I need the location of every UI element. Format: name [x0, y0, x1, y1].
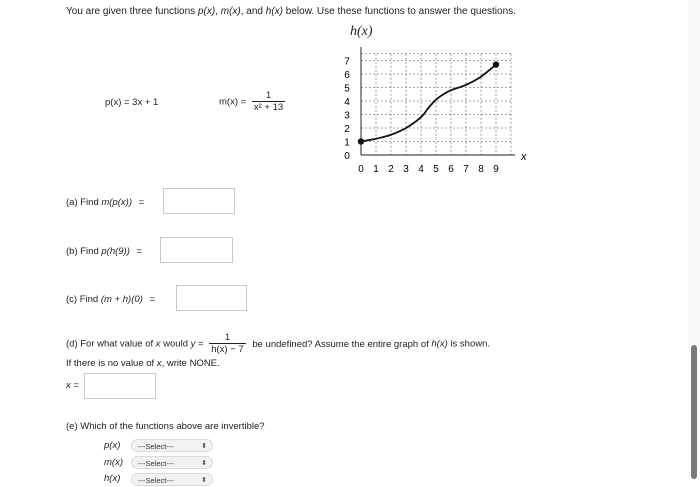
- m-denominator: x² + 13: [253, 102, 284, 113]
- select-p-invertible[interactable]: ---Select--- ⬍: [131, 439, 213, 452]
- chevron-updown-icon: ⬍: [201, 460, 207, 467]
- m-definition: m(x) = $\frac{1}{\text{x² + 13}}$: [219, 90, 284, 113]
- y-tick-label: 2: [344, 124, 350, 135]
- select-m-invertible[interactable]: ---Select--- ⬍: [131, 456, 213, 469]
- p-definition: p(x) = 3x + 1: [105, 97, 159, 108]
- d-numerator: 1: [209, 332, 245, 344]
- scrollbar-thumb[interactable]: [691, 345, 697, 479]
- answer-b-input[interactable]: [160, 237, 233, 263]
- x-tick-label: 2: [388, 164, 394, 175]
- graph-grid: [361, 54, 511, 155]
- x-tick-label: 9: [493, 164, 499, 175]
- question-d-note: If there is no value of x, write NONE.: [66, 358, 220, 369]
- m-numerator: 1: [252, 90, 285, 102]
- endpoint-dot: [358, 138, 364, 144]
- chevron-updown-icon: ⬍: [201, 477, 207, 484]
- x-tick-label: 6: [448, 164, 454, 175]
- x-axis-label: x: [521, 151, 527, 163]
- chevron-updown-icon: ⬍: [201, 443, 207, 450]
- e-label-p: p(x): [104, 440, 121, 451]
- h-graph: [335, 42, 535, 177]
- answer-c-input[interactable]: [176, 285, 247, 311]
- x-tick-label: 8: [478, 164, 484, 175]
- question-c: (c) Find (m + h)(0) =: [66, 294, 156, 305]
- answer-d-label: x =: [66, 380, 79, 391]
- x-tick-label: 5: [433, 164, 439, 175]
- select-h-invertible[interactable]: ---Select--- ⬍: [131, 473, 213, 486]
- question-a: (a) Find m(p(x)) =: [66, 197, 145, 208]
- y-tick-label: 6: [344, 70, 350, 81]
- y-tick-label: 5: [344, 83, 350, 95]
- x-tick-label: 3: [403, 164, 409, 175]
- endpoint-dot: [493, 61, 499, 67]
- graph-title: h(x): [350, 24, 373, 39]
- d-denominator: h(x) − 7: [211, 344, 244, 355]
- question-b: (b) Find p(h(9)) =: [66, 246, 143, 257]
- y-tick-label: 7: [344, 56, 350, 68]
- y-tick-label: 3: [344, 110, 350, 122]
- y-tick-label: 1: [344, 137, 350, 149]
- h-curve: [361, 65, 496, 142]
- e-label-h: h(x): [104, 473, 121, 484]
- x-tick-label: 4: [418, 164, 424, 175]
- e-label-m: m(x): [104, 457, 123, 468]
- x-tick-label: 1: [373, 164, 379, 175]
- y-tick-label: 0: [344, 151, 350, 162]
- x-tick-label: 7: [463, 164, 469, 175]
- x-tick-label: 0: [358, 164, 364, 175]
- y-tick-label: 4: [344, 97, 350, 108]
- instructions-text: You are given three functions p(x), m(x), and h(x) below. Use these functions to answer the questions.: [66, 6, 516, 17]
- question-d: (d) For what value of x would y = $\frac{1}{h(x) - 7}$ be undefined? Assume the entire graph of h(x) is shown.: [66, 332, 491, 355]
- question-e: (e) Which of the functions above are invertible?: [66, 421, 265, 432]
- answer-d-input[interactable]: [84, 373, 156, 399]
- answer-a-input[interactable]: [163, 188, 235, 214]
